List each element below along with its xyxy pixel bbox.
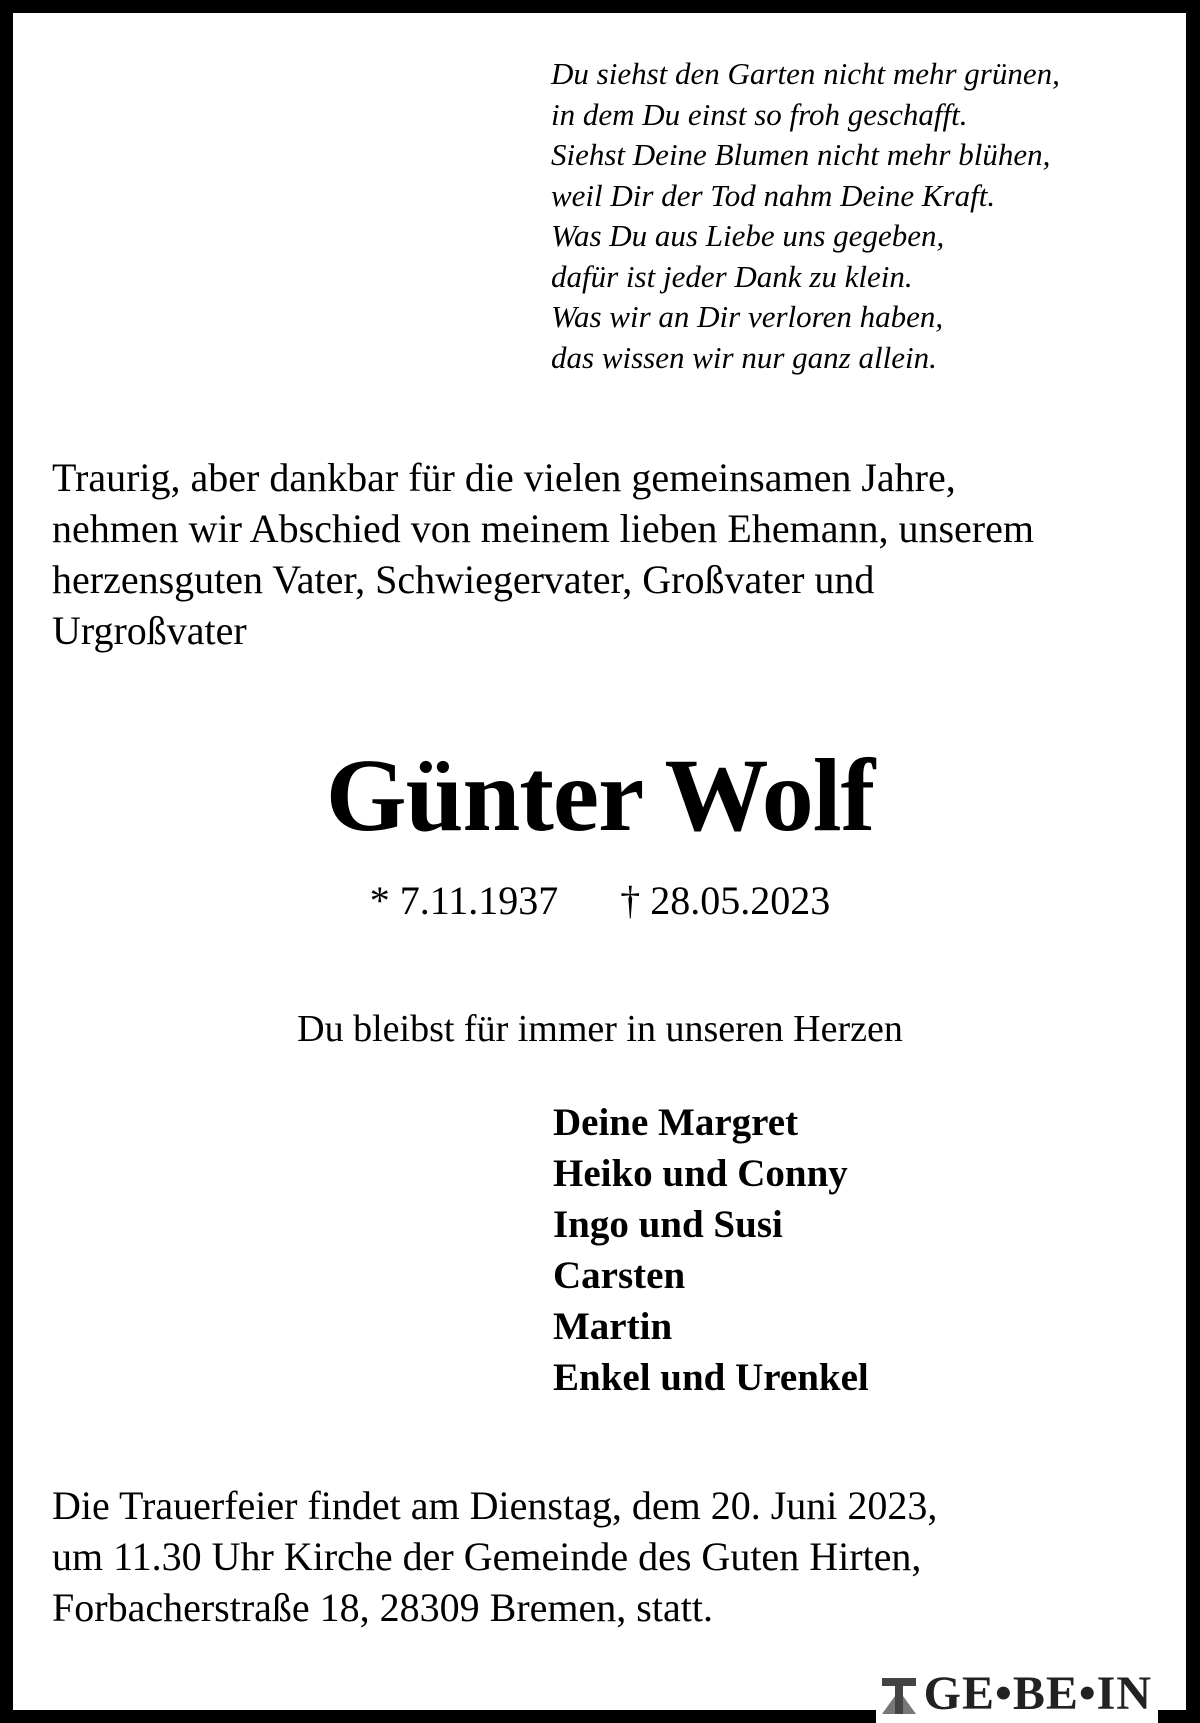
poem-line: dafür ist jeder Dank zu klein.	[551, 258, 913, 294]
logo-text: GE•BE•IN	[923, 1667, 1152, 1720]
poem-line: Was wir an Dir verloren haben,	[551, 299, 944, 334]
intro-line: Traurig, aber dankbar für die vielen gemeinsamen Jahre,	[52, 455, 956, 500]
poem	[551, 54, 1060, 378]
service-line: um 11.30 Uhr Kirche der Gemeinde des Guten Hirten,	[52, 1534, 922, 1579]
mourner: Heiko und Conny	[553, 1152, 848, 1195]
mourners-list	[553, 1097, 869, 1403]
gebein-logo-icon	[880, 1674, 918, 1714]
motto: Du bleibst für immer in unseren Herzen	[297, 1008, 903, 1050]
birth-date: * 7.11.1937	[369, 878, 559, 923]
intro-line: herzensguten Vater, Schwiegervater, Großvater und	[52, 557, 875, 602]
mourner: Ingo und Susi	[553, 1203, 783, 1246]
poem-line: in dem Du einst so froh geschafft.	[551, 96, 968, 132]
publisher-logo	[876, 1665, 1158, 1723]
poem-line: weil Dir der Tod nahm Deine Kraft.	[551, 177, 996, 213]
poem-line: Was Du aus Liebe uns gegeben,	[551, 218, 945, 253]
service-info	[52, 1480, 937, 1633]
poem-line: Siehst Deine Blumen nicht mehr blühen,	[551, 137, 1051, 172]
mourner: Deine Margret	[553, 1101, 799, 1144]
poem-line: Du siehst den Garten nicht mehr grünen,	[551, 56, 1060, 91]
deceased-name: Günter Wolf	[325, 738, 875, 853]
service-line: Forbacherstraße 18, 28309 Bremen, statt.	[52, 1585, 713, 1630]
intro-line: nehmen wir Abschied von meinem lieben Ehemann, unserem	[52, 506, 1034, 551]
mourner: Enkel und Urenkel	[553, 1356, 869, 1399]
poem-line: das wissen wir nur ganz allein.	[551, 339, 937, 375]
death-date: † 28.05.2023	[620, 878, 831, 923]
mourner: Carsten	[553, 1254, 686, 1297]
intro-text	[52, 452, 1172, 656]
life-dates	[0, 876, 1200, 926]
mourner: Martin	[553, 1305, 673, 1348]
intro-line: Urgroßvater	[52, 608, 247, 653]
service-line: Die Trauerfeier findet am Dienstag, dem 20. Juni 2023,	[52, 1483, 938, 1528]
